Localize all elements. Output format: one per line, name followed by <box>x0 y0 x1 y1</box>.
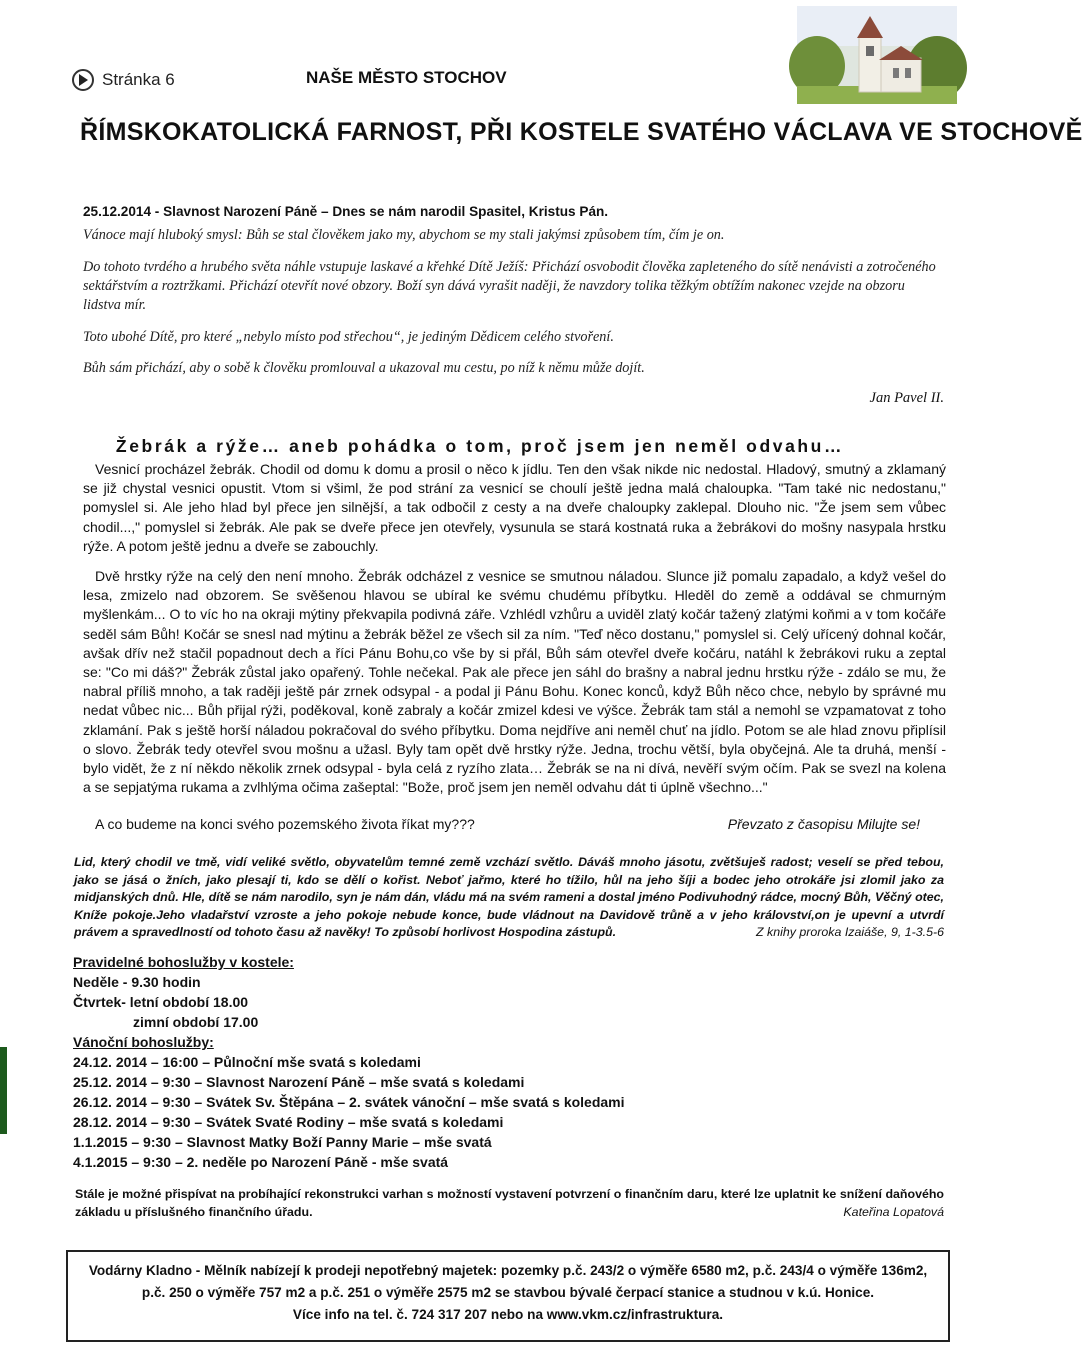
isaiah-citation: Z knihy proroka Izaiáše, 9, 1-3.5-6 <box>755 925 944 940</box>
play-icon <box>72 69 94 91</box>
christmas-paragraph: Vánoce mají hluboký smysl: Bůh se stal člověkem jako my, abychom se my stali jakýmsi způsobem tím, čím je on. <box>83 227 725 243</box>
thursday-service: Čtvrtek- letní období 18.00 <box>73 994 249 1010</box>
feast-heading: 25.12.2014 - Slavnost Narození Páně – Dnes se nám narodil Spasitel, Kristus Pán. <box>83 204 609 219</box>
christmas-service-item: 1.1.2015 – 9:30 – Slavnost Matky Boží Panny Marie – mše svatá <box>73 1134 492 1150</box>
story-body <box>83 567 946 797</box>
story-closing <box>95 816 920 832</box>
story-source: Převzato z časopisu Milujte se! <box>727 816 920 832</box>
winter-service: zimní období 17.00 <box>133 1014 259 1030</box>
ad-line: Vodárny Kladno - Mělník nabízejí k prodeji nepotřebný majetek: pozemky p.č. 243/2 o výměře 6580 m2, p.č. 243/4 o výměře 136m2, <box>88 1263 928 1278</box>
regular-services-heading: Pravidelné bohoslužby v kostele: <box>73 954 294 970</box>
story-body <box>83 460 946 556</box>
property-sale-ad <box>66 1250 950 1342</box>
ad-line: Více info na tel. č. 724 317 207 nebo na www.vkm.cz/infrastruktura. <box>292 1307 724 1322</box>
christmas-paragraph: Do tohoto tvrdého a hrubého světa náhle vstupuje laskavé a křehké Dítě Ježíš: Přichází osvobodit člověka zapleteného do sítě nenávisti a zotročeného sektářstvím a roztržkami. Přichází otevřít nové obzory. Boží syn dává vyrašit naději, že navzdory tolika těžkým obtížím nakonec vzejde na obzoru lidstva mír. <box>83 259 936 313</box>
town-title: NAŠE MĚSTO STOCHOV <box>306 68 507 87</box>
christmas-paragraph: Toto ubohé Dítě, pro které „nebylo místo pod střechou“, je jediným Dědicem celého stvoření. <box>83 329 614 345</box>
page-number: Stránka 6 <box>102 70 175 89</box>
isaiah-text: Lid, který chodil ve tmě, vidí veliké světlo, obyvatelům temné země vzchází světlo. Dáváš mnoho jásotu, zvětšuješ radost; veselí se před tebou, jako se jásá o žních, jako plesají ti, kdo se dělí o kořist. Neboť jařmo, které ho tížilo, hůl na jeho šíji a bodec jeho otrokáře jsi zlomil jako za midjanských dnů. Hle, dítě se nám narodilo, syn je nám dán, vládu má na svém rameni a dostal jméno Podivuhodný rádce, mocný Bůh, Věčný otec, Kníže pokoje.Jeho vladařství vzroste a jeho pokoje nebude konce, bude vládnout na Davidově trůně a v jeho království,on je upevní a utvrdí právem a spravedlností od tohoto času až navěky! To způsobí horlivost Hospodina zástupů. <box>74 855 944 940</box>
notice-signature: Kateřina Lopatová <box>843 1204 944 1219</box>
christmas-service-item: 24.12. 2014 – 16:00 – Půlnoční mše svatá s koledami <box>73 1054 421 1070</box>
main-title: ŘÍMSKOKATOLICKÁ FARNOST, PŘI KOSTELE SVATÉHO VÁCLAVA VE STOCHOVĚ <box>80 118 1083 146</box>
isaiah-reading <box>74 854 944 942</box>
story-paragraph: Vesnicí procházel žebrák. Chodil od domu k domu a prosil o něco k jídlu. Ten den však nikde nic nedostal. Hladový, smutný a zklamaný se již chystal vesnici opustit. Vtom si všiml, že pod strání za vesnicí se choulí ještě jedna malá chaloupka. "Tam také nic nedostanu," pomyslel si. Ale jeho hlad byl přece jen silnější, a tak odbočil z cesty a na dveře chaloupky zaklepal. Dlouho nic. "Že jsem sem vůbec chodil...," pomyslel si žebrák. Ale pak se dveře přece jen otevřely, vysunula se stará kostnatá ruka a žebrákovi do mošny nasypala hrstku rýže. A potom ještě jednu a dveře se zabouchly. <box>83 461 946 554</box>
christmas-service-item: 4.1.2015 – 9:30 – 2. neděle po Narození Páně - mše svatá <box>73 1154 449 1170</box>
green-edge-decoration <box>0 1047 7 1134</box>
quote-author: Jan Pavel II. <box>869 390 944 406</box>
notice-text: Stále je možné přispívat na probíhající rekonstrukci varhan s možností vystavení potvrzení o finančním daru, které lze uplatnit ke snížení daňového základu u příslušného finančního úřadu. <box>75 1187 944 1219</box>
christmas-service-item: 26.12. 2014 – 9:30 – Svátek Sv. Štěpána – 2. svátek vánoční – mše svatá s koledami <box>73 1094 625 1110</box>
page-header <box>72 66 175 94</box>
christmas-services-heading: Vánoční bohoslužby: <box>73 1034 214 1050</box>
closing-question: A co budeme na konci svého pozemského života říkat my??? <box>95 816 475 832</box>
christmas-paragraph: Bůh sám přichází, aby o sobě k člověku promlouval a ukazoval mu cestu, po níž k němu může dojít. <box>83 360 645 376</box>
ad-line: p.č. 250 o výměře 757 m2 a p.č. 251 o výměře 2575 m2 se stavbou bývalé čerpací stanice a studnou v k.ú. Honice. <box>141 1285 875 1300</box>
sunday-service: Neděle - 9.30 hodin <box>73 974 201 990</box>
church-photo <box>797 6 957 104</box>
christmas-service-item: 25.12. 2014 – 9:30 – Slavnost Narození Páně – mše svatá s koledami <box>73 1074 525 1090</box>
mass-schedule <box>73 952 625 1172</box>
organ-notice <box>75 1186 944 1221</box>
story-title: Žebrák a rýže… aneb pohádka o tom, proč jsem jen neměl odvahu… <box>115 436 845 456</box>
story-paragraph: Dvě hrstky rýže na celý den není mnoho. Žebrák odcházel z vesnice se smutnou náladou. Slunce již pomalu zapadalo, a když vešel do lesa, zmizelo nad obzorem. Se svěšenou hlavou se ubíral ke svému chudému příbytku. Hleděl do země a oddával se chmurným myšlenkám... O to víc ho na okraji mýtiny překvapila podivná záře. Vzhlédl vzhůru a uviděl zlatý kočár tažený zlatými koňmi a v tom kočáře seděl sám Bůh! Kočár se snesl nad mýtinu a žebrák běžel ze všech sil za ním. "Teď něco dostanu," pomyslel si. Celý uřícený dohnal kočár, avšak dřív než stačil popadnout dech a říci Pánu Bohu,co vše by si přál, Bůh sám otevřel dveře kočáru, natáhl k žebrákovi ruku a zeptal se: "Co mi dáš?" Žebrák zůstal jako opařený. Tohle nečekal. Pak ale přece jen sáhl do brašny a nabral jednu hrstku rýže - zdálo se mu, že nabral příliš mnoho, a tak raději ještě pár zrnek odsypal - a podal ji Pánu Bohu. Konec konců, když Bůh něco chce, nebylo by správné mu nedat vůbec nic... Bůh přijal rýži, poděkoval, koně zabraly a kočár zmizel kdesi ve výšce. Žebrák tam stál a nemohl se vzpamatovat z toho zklamání. Pak s ještě horší náladou pokračoval do svého příbytku. Doma nejdříve ani neměl chuť na jídlo. Potom se ale hlad znovu připlísil o slovo. Žebrák tedy otevřel svou mošnu a užasl. Byly tam opět dvě hrstky rýže. Jedna, trochu větší, byla obyčejná. Ale ta druhá, menší - bylo vidět, že z ní někdo několik zrnek odsypal - byla celá z ryzího zlata… Žebrák se na ni dívá, nevěří svým očím. Pak se svezl na kolena a se sepjatýma rukama a zvlhlýma očima zašeptal: "Bože, proč jsem jen neměl odvahu dát ti úplně všechno..." <box>83 568 946 796</box>
christmas-service-item: 28.12. 2014 – 9:30 – Svátek Svaté Rodiny – mše svatá s koledami <box>73 1114 504 1130</box>
